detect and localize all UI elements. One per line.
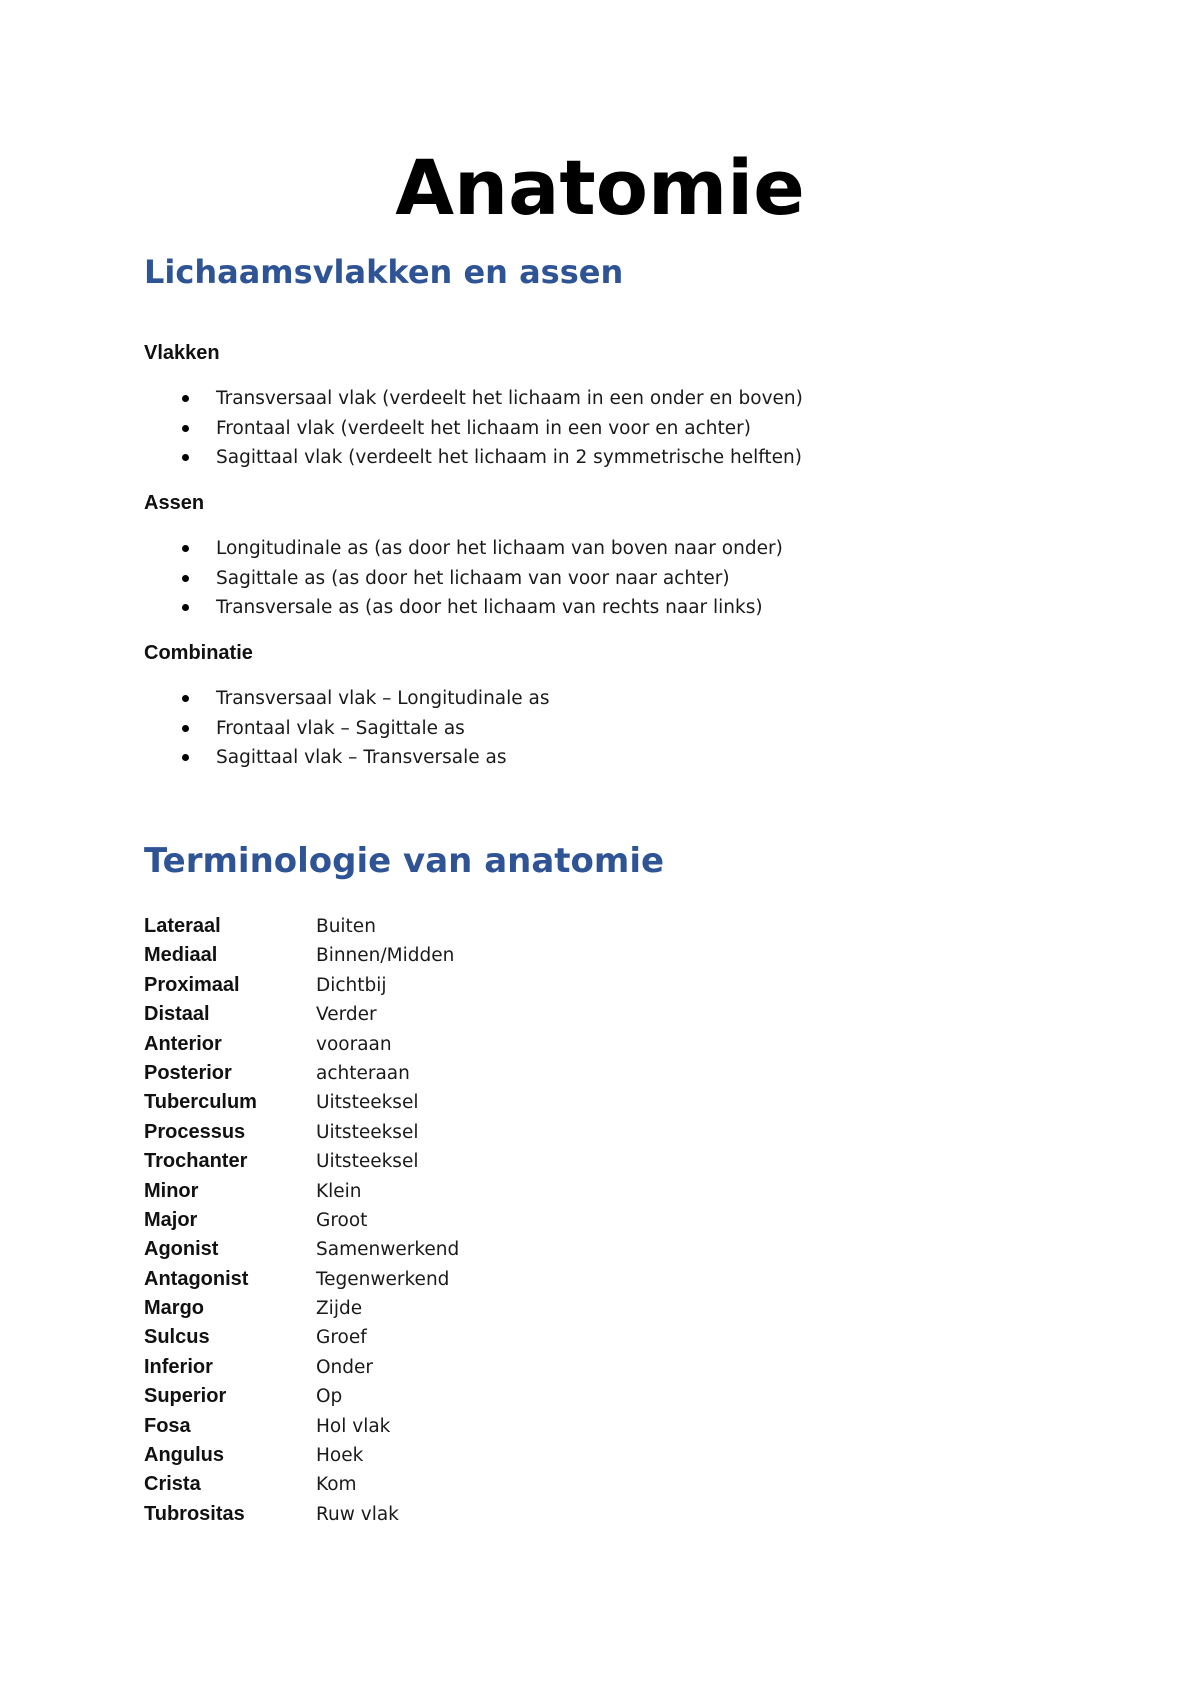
bullet-icon	[182, 575, 189, 582]
bullet-icon	[182, 754, 189, 761]
term-label: Posterior	[144, 1061, 232, 1084]
table-row	[144, 912, 844, 941]
term-meaning: Groot	[316, 1209, 368, 1231]
term-meaning: Hoek	[316, 1445, 364, 1467]
term-label: Proximaal	[144, 973, 240, 996]
term-label: Minor	[144, 1179, 199, 1202]
term-label: Trochanter	[144, 1150, 248, 1173]
term-label: Anterior	[144, 1032, 222, 1055]
term-meaning: Klein	[316, 1180, 362, 1202]
table-row	[144, 1235, 844, 1264]
term-meaning: achteraan	[316, 1062, 410, 1084]
table-row	[144, 1323, 844, 1352]
table-row	[144, 1118, 844, 1147]
term-meaning: Uitsteeksel	[316, 1092, 419, 1114]
section-heading-lichaamsvlakken: Lichaamsvlakken en assen	[144, 253, 624, 291]
term-meaning: Tegenwerkend	[316, 1268, 450, 1290]
list-item-text: Longitudinale as (as door het lichaam van boven naar onder)	[216, 538, 783, 559]
term-meaning: Groef	[316, 1327, 367, 1349]
subheading-assen: Assen	[144, 492, 205, 514]
term-label: Superior	[144, 1385, 227, 1408]
term-meaning: Hol vlak	[316, 1415, 391, 1437]
list-item-text: Transversaal vlak (verdeelt het lichaam in een onder en boven)	[216, 388, 803, 409]
list-item-text: Transversale as (as door het lichaam van rechts naar links)	[216, 597, 763, 618]
term-label: Lateraal	[144, 915, 221, 937]
term-meaning: Uitsteeksel	[316, 1121, 419, 1143]
table-row	[144, 1265, 844, 1294]
table-row	[144, 1059, 844, 1088]
table-row	[144, 1177, 844, 1206]
bullet-icon	[182, 454, 189, 461]
table-row	[144, 941, 844, 970]
table-row	[144, 971, 844, 1000]
table-row	[144, 1000, 844, 1029]
table-row	[144, 1382, 844, 1411]
term-meaning: Samenwerkend	[316, 1239, 460, 1261]
bullet-icon	[182, 545, 189, 552]
list-item-text: Transversaal vlak – Longitudinale as	[216, 688, 550, 709]
term-meaning: Ruw vlak	[316, 1503, 399, 1525]
term-meaning: Uitsteeksel	[316, 1151, 419, 1173]
subheading-vlakken: Vlakken	[144, 342, 220, 364]
term-label: Mediaal	[144, 944, 218, 967]
term-meaning: Binnen/Midden	[316, 945, 455, 967]
subheading-combinatie: Combinatie	[144, 642, 253, 664]
term-label: Margo	[144, 1297, 204, 1320]
table-row	[144, 1441, 844, 1470]
table-row	[144, 1206, 844, 1235]
table-row	[144, 1353, 844, 1382]
term-label: Tubrositas	[144, 1502, 245, 1525]
table-row	[144, 1470, 844, 1499]
term-meaning: Zijde	[316, 1298, 363, 1320]
term-meaning: vooraan	[316, 1033, 392, 1055]
term-label: Processus	[144, 1120, 246, 1143]
term-label: Distaal	[144, 1003, 210, 1026]
table-row	[144, 1500, 844, 1529]
section-heading-terminologie: Terminologie van anatomie	[144, 841, 665, 881]
bullet-icon	[182, 725, 189, 732]
bullet-icon	[182, 395, 189, 402]
term-label: Tuberculum	[144, 1091, 257, 1114]
term-label: Crista	[144, 1473, 201, 1496]
bullet-icon	[182, 604, 189, 611]
list-item-text: Frontaal vlak – Sagittale as	[216, 717, 465, 739]
table-row	[144, 1088, 844, 1117]
term-meaning: Kom	[316, 1474, 357, 1496]
term-label: Angulus	[144, 1444, 224, 1467]
table-row	[144, 1147, 844, 1176]
term-meaning: Onder	[316, 1356, 374, 1378]
term-meaning: Verder	[316, 1004, 377, 1026]
list-item-text: Sagittaal vlak – Transversale as	[216, 747, 507, 768]
list-item-text: Sagittaal vlak (verdeelt het lichaam in 2 symmetrische helften)	[216, 447, 803, 468]
table-row	[144, 1412, 844, 1441]
term-label: Antagonist	[144, 1267, 249, 1290]
bullet-icon	[182, 695, 189, 702]
term-label: Inferior	[144, 1355, 213, 1378]
term-label: Sulcus	[144, 1326, 210, 1349]
term-label: Major	[144, 1208, 198, 1231]
term-label: Agonist	[144, 1238, 219, 1261]
term-label: Fosa	[144, 1414, 191, 1437]
document-title: Anatomie	[395, 143, 805, 232]
list-item-text: Sagittale as (as door het lichaam van voor naar achter)	[216, 567, 730, 589]
table-row	[144, 1030, 844, 1059]
list-item-text: Frontaal vlak (verdeelt het lichaam in een voor en achter)	[216, 417, 751, 439]
table-row	[144, 1294, 844, 1323]
term-meaning: Buiten	[316, 916, 376, 937]
term-meaning: Dichtbij	[316, 974, 387, 996]
bullet-icon	[182, 425, 189, 432]
terminology-table	[144, 912, 844, 1529]
term-meaning: Op	[316, 1386, 343, 1408]
